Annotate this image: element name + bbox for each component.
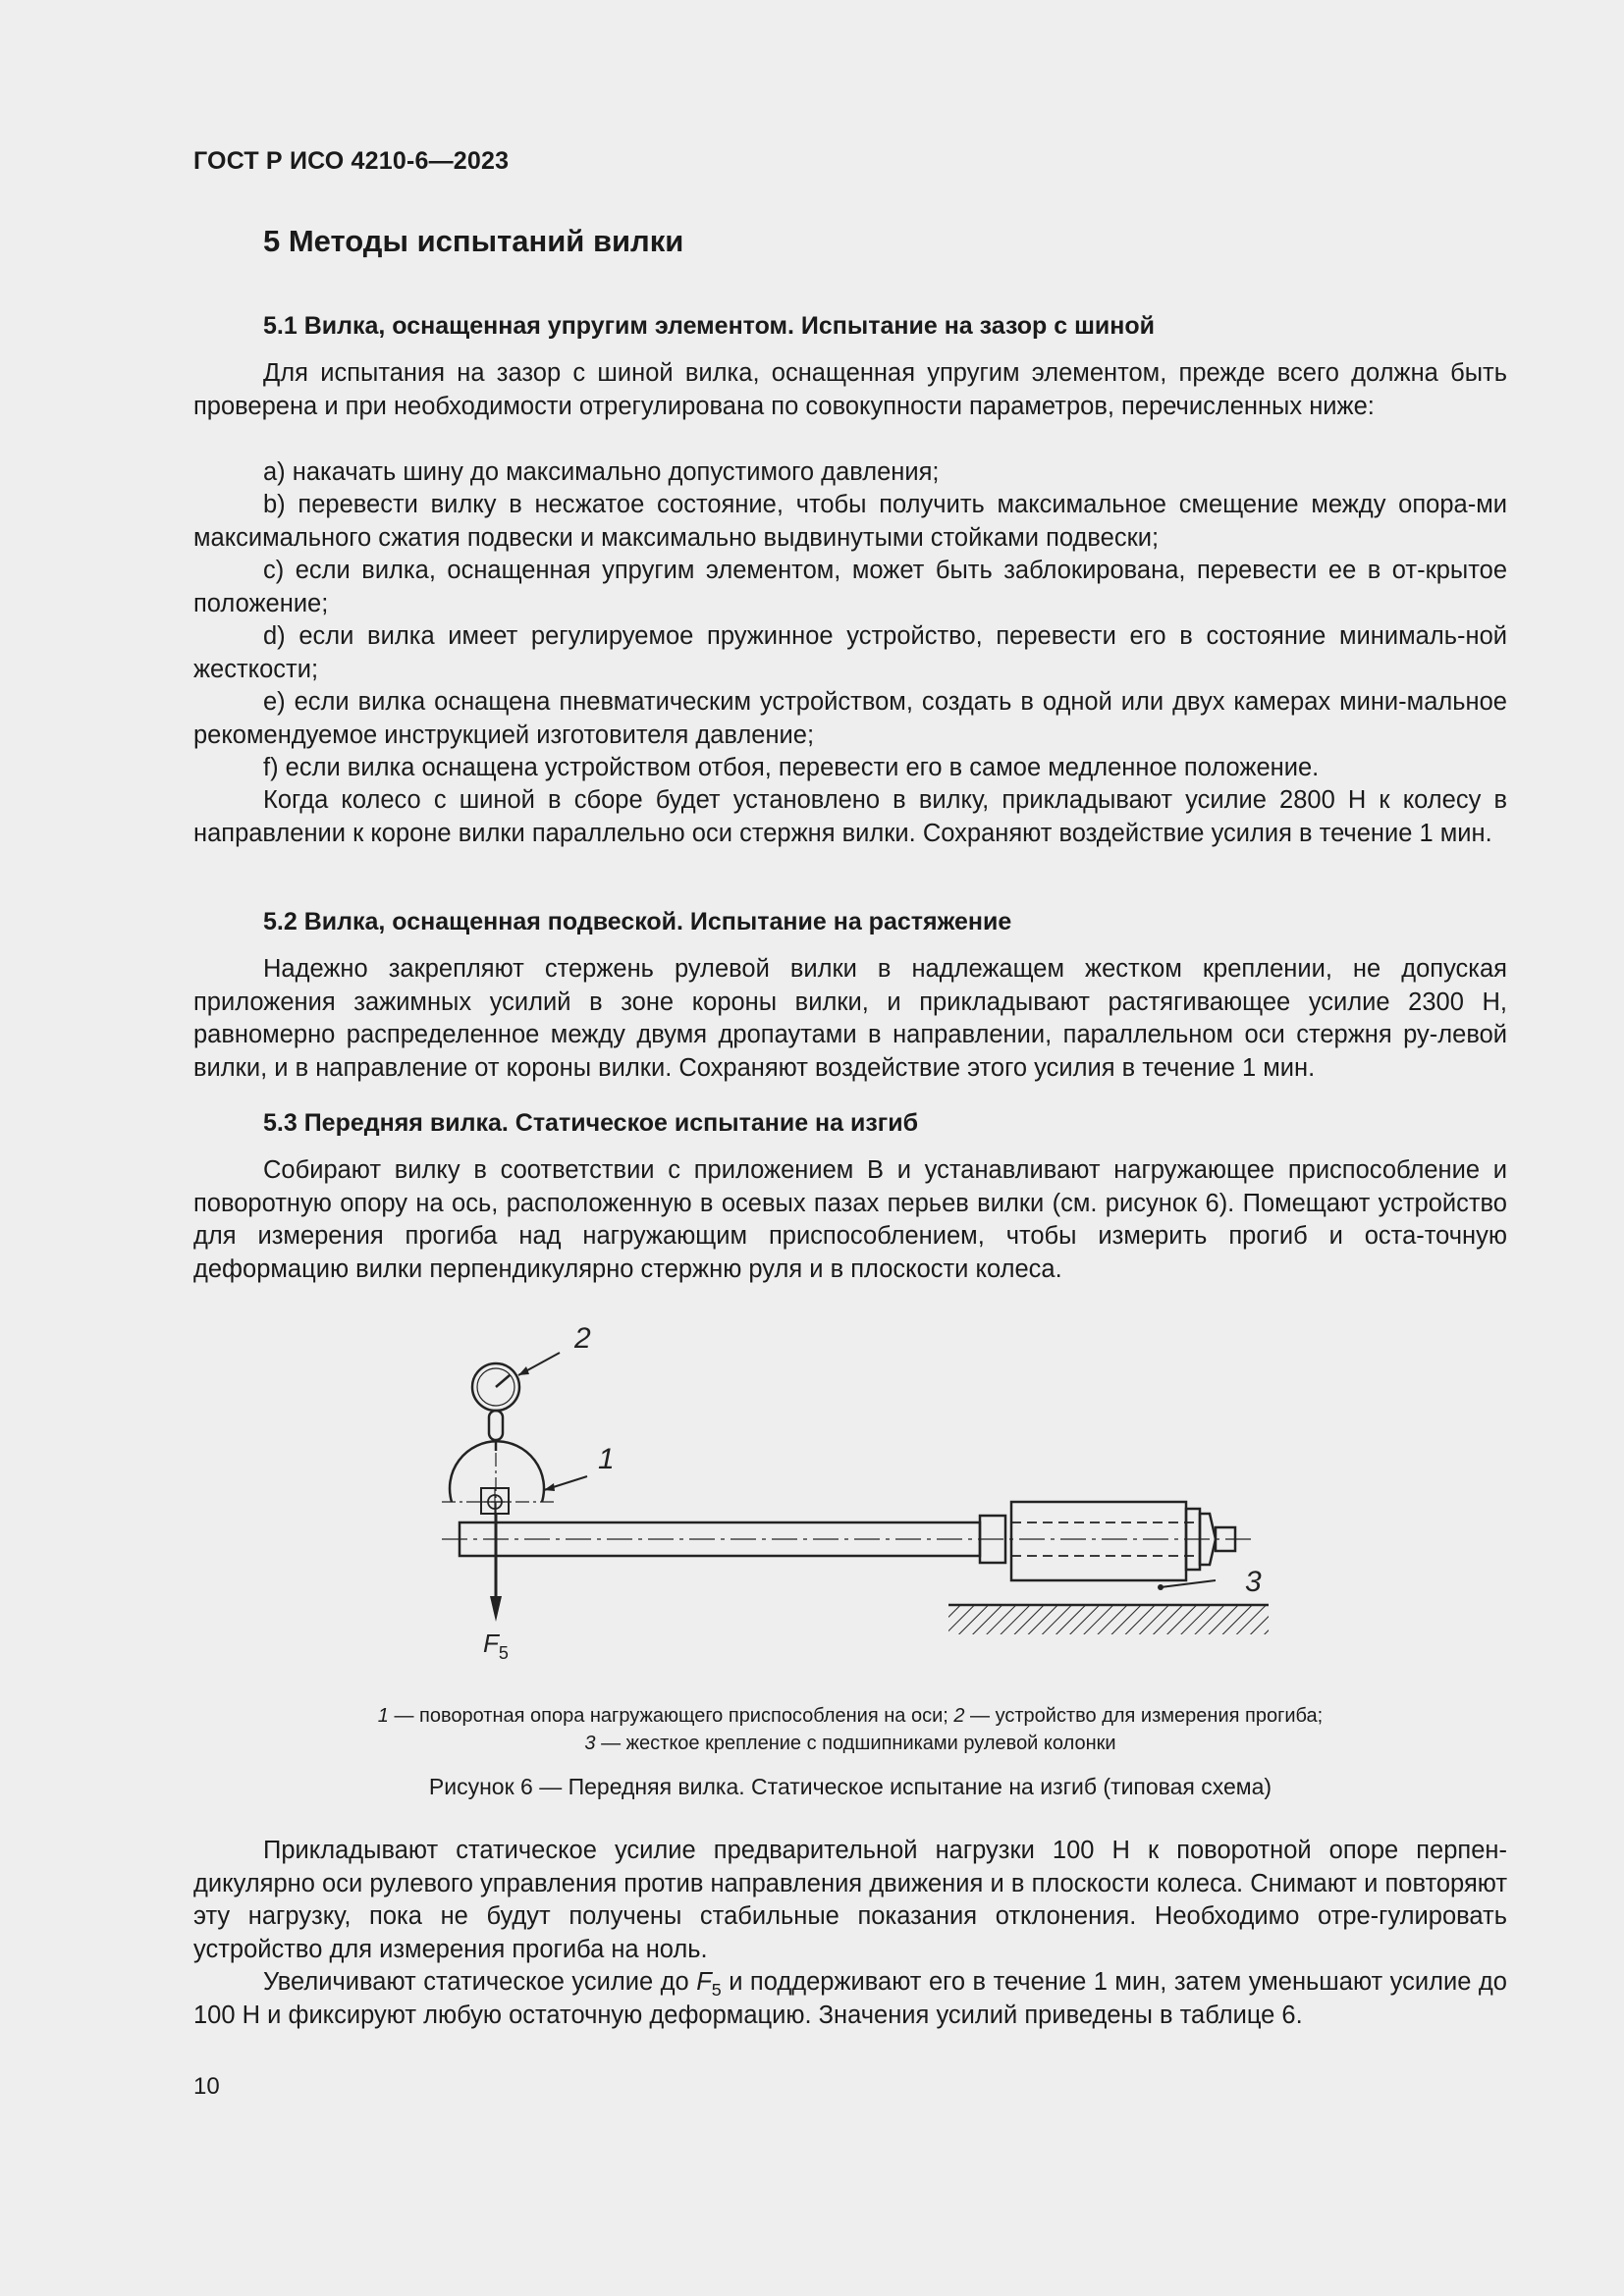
s51-item-e: e) если вилка оснащена пневматическим устройством, создать в одной или двух камерах мини-мальное рекомендуемое инструкцией изготовителя давление;: [193, 688, 1507, 749]
s51-closing: Когда колесо с шиной в сборе будет установлено в вилку, прикладывают усилие 2800 Н к колесу в направлении к короне вилки параллельно оси стержня вилки. Сохраняют воздействие усилия в течение 1 мин.: [193, 786, 1507, 847]
s51-intro: Для испытания на зазор с шиной вилка, оснащенная упругим элементом, прежде всего должна быть проверена и при необходимости отрегулирована по совокупности параметров, перечисленных ниже:: [193, 359, 1507, 420]
s51-item-c: c) если вилка, оснащенная упругим элементом, может быть заблокирована, перевести ее в от-крытое положение;: [193, 557, 1507, 617]
s52-text: Надежно закрепляют стержень рулевой вилки в надлежащем жестком креплении, не допуская приложения зажимных усилий в зоне короны вилки, и прикладывают растягивающее усилие 2300 Н, равномерно распределенное между двумя дропаутами в направлении, параллельном оси стержня ру-левой вилки, и в направление от короны вилки. Сохраняют воздействие этого усилия в течение 1 мин.: [193, 955, 1507, 1082]
figure-label-2: 2: [574, 1322, 591, 1355]
dial-gauge: [472, 1363, 519, 1451]
s51-item-f: f) если вилка оснащена устройством отбоя, перевести его в самое медленное положение.: [263, 754, 1320, 781]
fork-stem: [442, 1522, 1257, 1556]
subsection-5-3-title: 5.3 Передняя вилка. Статическое испытание на изгиб: [263, 1109, 919, 1137]
rigid-mount: [948, 1502, 1269, 1634]
figure-6-diagram: [412, 1306, 1296, 1679]
figure-label-3: 3: [1245, 1566, 1262, 1598]
s51-item-a: a) накачать шину до максимально допустимого давления;: [263, 458, 940, 486]
figure-caption: Рисунок 6 — Передняя вилка. Статическое испытание на изгиб (типовая схема): [428, 1774, 1272, 1799]
s53-after-1: Прикладывают статическое усилие предварительной нагрузки 100 Н к поворотной опоре перпен-дикулярно оси рулевого управления против направления движения и в плоскости колеса. Снимают и повторяют эту нагрузку, пока не будут получены стабильные показания отклонения. Необходимо отре-гулировать устройство для измерения прогиба на ноль.: [193, 1837, 1507, 1963]
subsection-5-1-title: 5.1 Вилка, оснащенная упругим элементом. Испытание на зазор с шиной: [263, 312, 1156, 340]
standard-id: ГОСТ Р ИСО 4210-6—2023: [193, 147, 510, 175]
s53-after-2: Увеличивают статическое усилие до $F_5$ и поддерживают его в течение 1 мин, затем уменьшают усилие до 100 Н и фиксируют любую остаточную деформацию. Значения усилий приведены в таблице 6.: [193, 1968, 1507, 2029]
page-number: 10: [193, 2073, 220, 2100]
s51-item-d: d) если вилка имеет регулируемое пружинное устройство, перевести его в состояние минималь-ной жесткости;: [193, 622, 1507, 683]
s51-item-b: b) перевести вилку в несжатое состояние, чтобы получить максимальное смещение между опора-ми максимального сжатия подвески и максимально выдвинутыми стойками подвески;: [193, 491, 1507, 552]
section-title: 5 Методы испытаний вилки: [263, 224, 684, 258]
force-arrow: [490, 1514, 502, 1622]
subsection-5-2-title: 5.2 Вилка, оснащенная подвеской. Испытание на растяжение: [263, 908, 1012, 935]
figure-legend: 1 — поворотная опора нагружающего приспособления на оси; 2 — устройство для измерения прогиба; 3 — жесткое крепление с подшипниками рулевой колонки: [377, 1705, 1324, 1754]
s53-text: Собирают вилку в соответствии с приложением В и устанавливают нагружающее приспособление и поворотную опору на ось, расположенную в осевых пазах перьев вилки (см. рисунок 6). Помещают устройство для измерения прогиба над нагружающим приспособлением, чтобы измерить прогиб и оста-точную деформацию вилки перпендикулярно стержню руля и в плоскости колеса.: [193, 1156, 1507, 1283]
figure-label-1: 1: [598, 1443, 615, 1475]
force-label: $F_5$: [483, 1629, 509, 1663]
